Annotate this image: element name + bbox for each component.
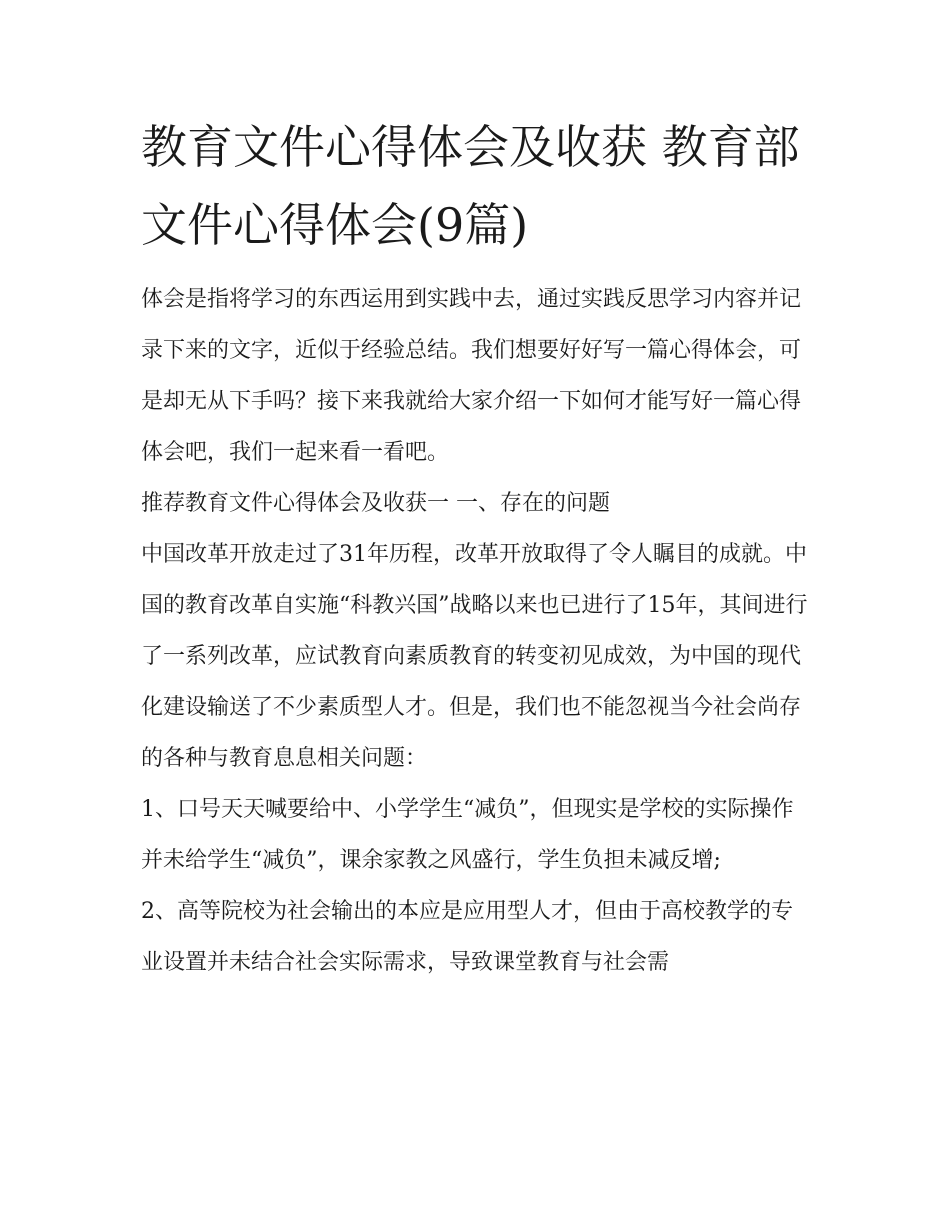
paragraph-intro: 体会是指将学习的东西运用到实践中去，通过实践反思学习内容并记录下来的文字，近似于经验总结。我们想要好好写一篇心得体会，可是却无从下手吗？接下来我就给大家介绍一下如何才能写好一篇心得体会吧，我们一起来看一看吧。 — [141, 287, 802, 465]
paragraph-reform-history: 中国改革开放走过了31年历程，改革开放取得了令人瞩目的成就。中国的教育改革自实施“科教兴国”战略以来也已进行了15年，其间进行了一系列改革，应试教育向素质教育的转变初见成效，为中国的现代化建设输送了不少素质型人才。但是，我们也不能忽视当今社会尚存的各种与教育息息相关问题： — [141, 542, 808, 771]
document-content — [141, 108, 813, 988]
paragraph-issue-2: 2、高等院校为社会输出的本应是应用型人才，但由于高校教学的专业设置并未结合社会实际需求，导致课堂教育与社会需 — [141, 899, 793, 975]
paragraph-issue-1: 1、口号天天喊要给中、小学学生“减负”，但现实是学校的实际操作并未给学生“减负”，课余家教之风盛行，学生负担未减反增; — [141, 797, 794, 873]
paragraph-section-heading: 推荐教育文件心得体会及收获一 一、存在的问题 — [141, 491, 610, 516]
document-title: 教育文件心得体会及收获 教育部文件心得体会(9篇) — [141, 120, 800, 252]
document-body — [141, 274, 813, 988]
